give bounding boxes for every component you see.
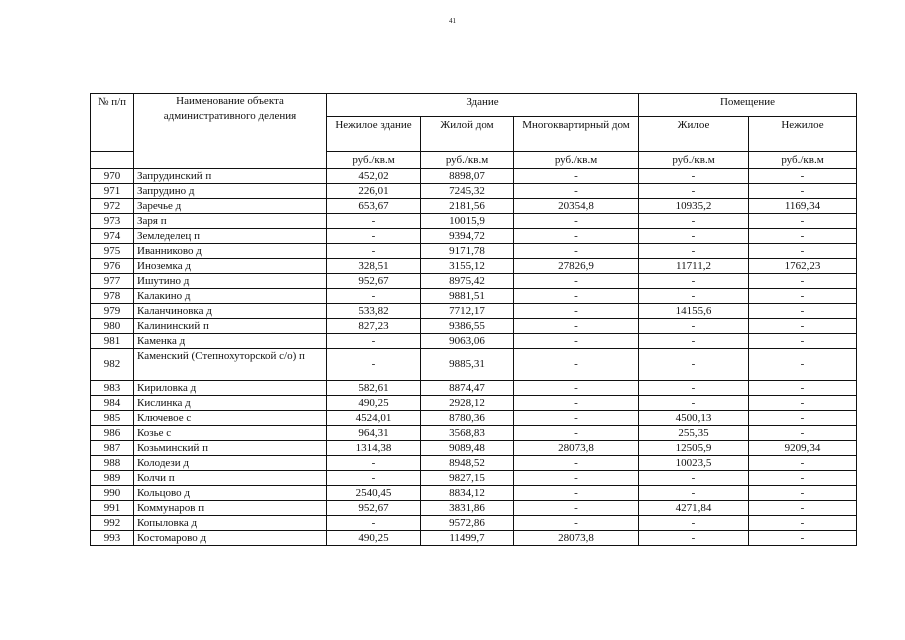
cell-nonres-building: 582,61 bbox=[327, 381, 421, 396]
cell-nonres-building: 490,25 bbox=[327, 396, 421, 411]
row-name: Костомарово д bbox=[134, 531, 327, 546]
row-number: 975 bbox=[91, 244, 134, 259]
unit-label: руб./кв.м bbox=[421, 152, 514, 169]
table-row bbox=[91, 501, 857, 516]
row-number: 989 bbox=[91, 471, 134, 486]
cell-apartment-house: - bbox=[514, 486, 639, 501]
cell-residential: 4271,84 bbox=[639, 501, 749, 516]
row-number: 992 bbox=[91, 516, 134, 531]
table-row bbox=[91, 184, 857, 199]
table-row bbox=[91, 396, 857, 411]
cell-nonres-building: 226,01 bbox=[327, 184, 421, 199]
table-row bbox=[91, 471, 857, 486]
table-row bbox=[91, 169, 857, 184]
table-row bbox=[91, 349, 857, 381]
cell-apartment-house: - bbox=[514, 229, 639, 244]
cell-residential: - bbox=[639, 244, 749, 259]
cell-residential: - bbox=[639, 229, 749, 244]
page-number: 41 bbox=[449, 17, 456, 25]
row-name: Кислинка д bbox=[134, 396, 327, 411]
unit-label: руб./кв.м bbox=[639, 152, 749, 169]
cell-nonres-building: 4524,01 bbox=[327, 411, 421, 426]
cell-res-house: 9572,86 bbox=[421, 516, 514, 531]
cell-apartment-house: - bbox=[514, 381, 639, 396]
unit-label: руб./кв.м bbox=[749, 152, 857, 169]
cell-nonres-building: 2540,45 bbox=[327, 486, 421, 501]
cell-apartment-house: - bbox=[514, 396, 639, 411]
cell-nonresidential: - bbox=[749, 184, 857, 199]
cell-nonres-building: 653,67 bbox=[327, 199, 421, 214]
cell-nonresidential: - bbox=[749, 334, 857, 349]
row-number: 977 bbox=[91, 274, 134, 289]
row-name: Колодези д bbox=[134, 456, 327, 471]
row-number: 988 bbox=[91, 456, 134, 471]
table-row bbox=[91, 531, 857, 546]
row-number: 991 bbox=[91, 501, 134, 516]
row-name: Кириловка д bbox=[134, 381, 327, 396]
cell-residential: 11711,2 bbox=[639, 259, 749, 274]
cell-residential: - bbox=[639, 381, 749, 396]
row-number: 981 bbox=[91, 334, 134, 349]
tariff-table bbox=[90, 93, 857, 546]
cell-nonresidential: 9209,34 bbox=[749, 441, 857, 456]
table-row bbox=[91, 199, 857, 214]
table-row bbox=[91, 516, 857, 531]
cell-res-house: 2928,12 bbox=[421, 396, 514, 411]
row-number: 973 bbox=[91, 214, 134, 229]
cell-apartment-house: 28073,8 bbox=[514, 441, 639, 456]
row-name: Запрудино д bbox=[134, 184, 327, 199]
cell-apartment-house: - bbox=[514, 471, 639, 486]
cell-nonresidential: - bbox=[749, 456, 857, 471]
cell-residential: - bbox=[639, 531, 749, 546]
cell-residential: - bbox=[639, 184, 749, 199]
row-number: 971 bbox=[91, 184, 134, 199]
row-number: 974 bbox=[91, 229, 134, 244]
cell-apartment-house: - bbox=[514, 349, 639, 381]
cell-apartment-house: - bbox=[514, 319, 639, 334]
cell-residential: - bbox=[639, 486, 749, 501]
cell-res-house: 9063,06 bbox=[421, 334, 514, 349]
header-nonresidential: Нежилое bbox=[749, 117, 857, 152]
cell-nonresidential: - bbox=[749, 169, 857, 184]
cell-residential: - bbox=[639, 289, 749, 304]
cell-nonres-building: - bbox=[327, 456, 421, 471]
cell-nonres-building: 952,67 bbox=[327, 501, 421, 516]
cell-res-house: 10015,9 bbox=[421, 214, 514, 229]
cell-nonres-building: 490,25 bbox=[327, 531, 421, 546]
cell-apartment-house: - bbox=[514, 169, 639, 184]
cell-nonres-building: - bbox=[327, 289, 421, 304]
row-number: 976 bbox=[91, 259, 134, 274]
cell-res-house: 3155,12 bbox=[421, 259, 514, 274]
cell-residential: - bbox=[639, 319, 749, 334]
header-building: Здание bbox=[327, 94, 639, 117]
table-row bbox=[91, 274, 857, 289]
cell-nonresidential: - bbox=[749, 471, 857, 486]
cell-nonres-building: 964,31 bbox=[327, 426, 421, 441]
cell-nonres-building: - bbox=[327, 334, 421, 349]
table-row bbox=[91, 456, 857, 471]
cell-nonresidential: - bbox=[749, 289, 857, 304]
row-name: Колчи п bbox=[134, 471, 327, 486]
cell-nonresidential: - bbox=[749, 244, 857, 259]
cell-apartment-house: 28073,8 bbox=[514, 531, 639, 546]
cell-nonres-building: 827,23 bbox=[327, 319, 421, 334]
row-number: 983 bbox=[91, 381, 134, 396]
cell-res-house: 9171,78 bbox=[421, 244, 514, 259]
cell-res-house: 9827,15 bbox=[421, 471, 514, 486]
cell-nonres-building: - bbox=[327, 229, 421, 244]
cell-res-house: 8834,12 bbox=[421, 486, 514, 501]
table-row bbox=[91, 381, 857, 396]
header-premises: Помещение bbox=[639, 94, 857, 117]
cell-nonresidential: - bbox=[749, 501, 857, 516]
row-number: 986 bbox=[91, 426, 134, 441]
cell-res-house: 11499,7 bbox=[421, 531, 514, 546]
cell-nonresidential: - bbox=[749, 486, 857, 501]
unit-label: руб./кв.м bbox=[514, 152, 639, 169]
cell-res-house: 9089,48 bbox=[421, 441, 514, 456]
cell-nonresidential: - bbox=[749, 304, 857, 319]
cell-nonresidential: - bbox=[749, 214, 857, 229]
cell-res-house: 9881,51 bbox=[421, 289, 514, 304]
cell-nonresidential: - bbox=[749, 426, 857, 441]
cell-nonres-building: - bbox=[327, 471, 421, 486]
cell-apartment-house: 27826,9 bbox=[514, 259, 639, 274]
cell-nonresidential: - bbox=[749, 516, 857, 531]
cell-res-house: 8975,42 bbox=[421, 274, 514, 289]
cell-nonresidential: 1169,34 bbox=[749, 199, 857, 214]
cell-res-house: 9394,72 bbox=[421, 229, 514, 244]
header-nonres-building: Нежилое здание bbox=[327, 117, 421, 152]
cell-res-house: 3831,86 bbox=[421, 501, 514, 516]
cell-residential: - bbox=[639, 274, 749, 289]
row-name: Каменка д bbox=[134, 334, 327, 349]
cell-nonresidential: - bbox=[749, 349, 857, 381]
row-number: 984 bbox=[91, 396, 134, 411]
cell-apartment-house: - bbox=[514, 411, 639, 426]
cell-residential: - bbox=[639, 471, 749, 486]
cell-nonresidential: - bbox=[749, 411, 857, 426]
cell-res-house: 9885,31 bbox=[421, 349, 514, 381]
cell-res-house: 2181,56 bbox=[421, 199, 514, 214]
cell-nonres-building: - bbox=[327, 516, 421, 531]
cell-residential: - bbox=[639, 516, 749, 531]
cell-apartment-house: 20354,8 bbox=[514, 199, 639, 214]
table-row bbox=[91, 244, 857, 259]
cell-apartment-house: - bbox=[514, 304, 639, 319]
cell-res-house: 8948,52 bbox=[421, 456, 514, 471]
cell-residential: - bbox=[639, 349, 749, 381]
cell-nonresidential: - bbox=[749, 229, 857, 244]
header-num-blank bbox=[91, 152, 134, 169]
table-row bbox=[91, 334, 857, 349]
row-name: Коммунаров п bbox=[134, 501, 327, 516]
header-res-house: Жилой дом bbox=[421, 117, 514, 152]
cell-nonres-building: - bbox=[327, 349, 421, 381]
cell-residential: 14155,6 bbox=[639, 304, 749, 319]
table-row bbox=[91, 214, 857, 229]
cell-apartment-house: - bbox=[514, 426, 639, 441]
header-num: № п/п bbox=[91, 94, 134, 152]
cell-nonres-building: - bbox=[327, 244, 421, 259]
row-name: Каланчиновка д bbox=[134, 304, 327, 319]
cell-apartment-house: - bbox=[514, 184, 639, 199]
cell-res-house: 7712,17 bbox=[421, 304, 514, 319]
cell-nonresidential: - bbox=[749, 531, 857, 546]
cell-residential: 12505,9 bbox=[639, 441, 749, 456]
cell-nonres-building: - bbox=[327, 214, 421, 229]
row-name: Калининский п bbox=[134, 319, 327, 334]
row-name: Запрудинский п bbox=[134, 169, 327, 184]
cell-apartment-house: - bbox=[514, 501, 639, 516]
row-number: 980 bbox=[91, 319, 134, 334]
row-name: Каменский (Степнохуторской с/о) п bbox=[134, 349, 327, 381]
cell-res-house: 3568,83 bbox=[421, 426, 514, 441]
row-name: Козьминский п bbox=[134, 441, 327, 456]
row-name: Заря п bbox=[134, 214, 327, 229]
cell-residential: - bbox=[639, 396, 749, 411]
row-number: 993 bbox=[91, 531, 134, 546]
header-residential: Жилое bbox=[639, 117, 749, 152]
cell-nonres-building: 452,02 bbox=[327, 169, 421, 184]
table-row bbox=[91, 289, 857, 304]
cell-nonresidential: - bbox=[749, 396, 857, 411]
row-name: Заречье д bbox=[134, 199, 327, 214]
unit-label: руб./кв.м bbox=[327, 152, 421, 169]
row-number: 990 bbox=[91, 486, 134, 501]
row-number: 987 bbox=[91, 441, 134, 456]
cell-nonresidential: - bbox=[749, 274, 857, 289]
table-row bbox=[91, 319, 857, 334]
row-number: 978 bbox=[91, 289, 134, 304]
cell-nonresidential: - bbox=[749, 381, 857, 396]
cell-residential: 255,35 bbox=[639, 426, 749, 441]
table-row bbox=[91, 411, 857, 426]
cell-res-house: 8874,47 bbox=[421, 381, 514, 396]
header-apartment-house: Многоквартирный дом bbox=[514, 117, 639, 152]
cell-res-house: 9386,55 bbox=[421, 319, 514, 334]
cell-nonres-building: 1314,38 bbox=[327, 441, 421, 456]
row-number: 979 bbox=[91, 304, 134, 319]
cell-res-house: 8898,07 bbox=[421, 169, 514, 184]
row-number: 982 bbox=[91, 349, 134, 381]
cell-apartment-house: - bbox=[514, 244, 639, 259]
cell-res-house: 7245,32 bbox=[421, 184, 514, 199]
cell-residential: - bbox=[639, 169, 749, 184]
cell-residential: 4500,13 bbox=[639, 411, 749, 426]
cell-nonresidential: - bbox=[749, 319, 857, 334]
table-row bbox=[91, 229, 857, 244]
cell-nonres-building: 328,51 bbox=[327, 259, 421, 274]
cell-residential: 10023,5 bbox=[639, 456, 749, 471]
table-row bbox=[91, 486, 857, 501]
row-name: Иноземка д bbox=[134, 259, 327, 274]
cell-apartment-house: - bbox=[514, 214, 639, 229]
cell-residential: 10935,2 bbox=[639, 199, 749, 214]
table-row bbox=[91, 426, 857, 441]
cell-apartment-house: - bbox=[514, 516, 639, 531]
header-name: Наименование объекта административного деления bbox=[134, 94, 327, 169]
cell-apartment-house: - bbox=[514, 274, 639, 289]
row-number: 972 bbox=[91, 199, 134, 214]
row-name: Ключевое с bbox=[134, 411, 327, 426]
cell-nonresidential: 1762,23 bbox=[749, 259, 857, 274]
row-name: Калакино д bbox=[134, 289, 327, 304]
row-name: Козье с bbox=[134, 426, 327, 441]
table-row bbox=[91, 259, 857, 274]
row-number: 985 bbox=[91, 411, 134, 426]
row-number: 970 bbox=[91, 169, 134, 184]
table-body bbox=[91, 169, 857, 546]
cell-nonres-building: 952,67 bbox=[327, 274, 421, 289]
table-row bbox=[91, 304, 857, 319]
cell-nonres-building: 533,82 bbox=[327, 304, 421, 319]
row-name: Кольцово д bbox=[134, 486, 327, 501]
row-name: Иванниково д bbox=[134, 244, 327, 259]
cell-apartment-house: - bbox=[514, 456, 639, 471]
table-row bbox=[91, 441, 857, 456]
cell-residential: - bbox=[639, 214, 749, 229]
row-name: Ишутино д bbox=[134, 274, 327, 289]
cell-apartment-house: - bbox=[514, 334, 639, 349]
cell-residential: - bbox=[639, 334, 749, 349]
cell-res-house: 8780,36 bbox=[421, 411, 514, 426]
row-name: Земледелец п bbox=[134, 229, 327, 244]
row-name: Копыловка д bbox=[134, 516, 327, 531]
cell-apartment-house: - bbox=[514, 289, 639, 304]
